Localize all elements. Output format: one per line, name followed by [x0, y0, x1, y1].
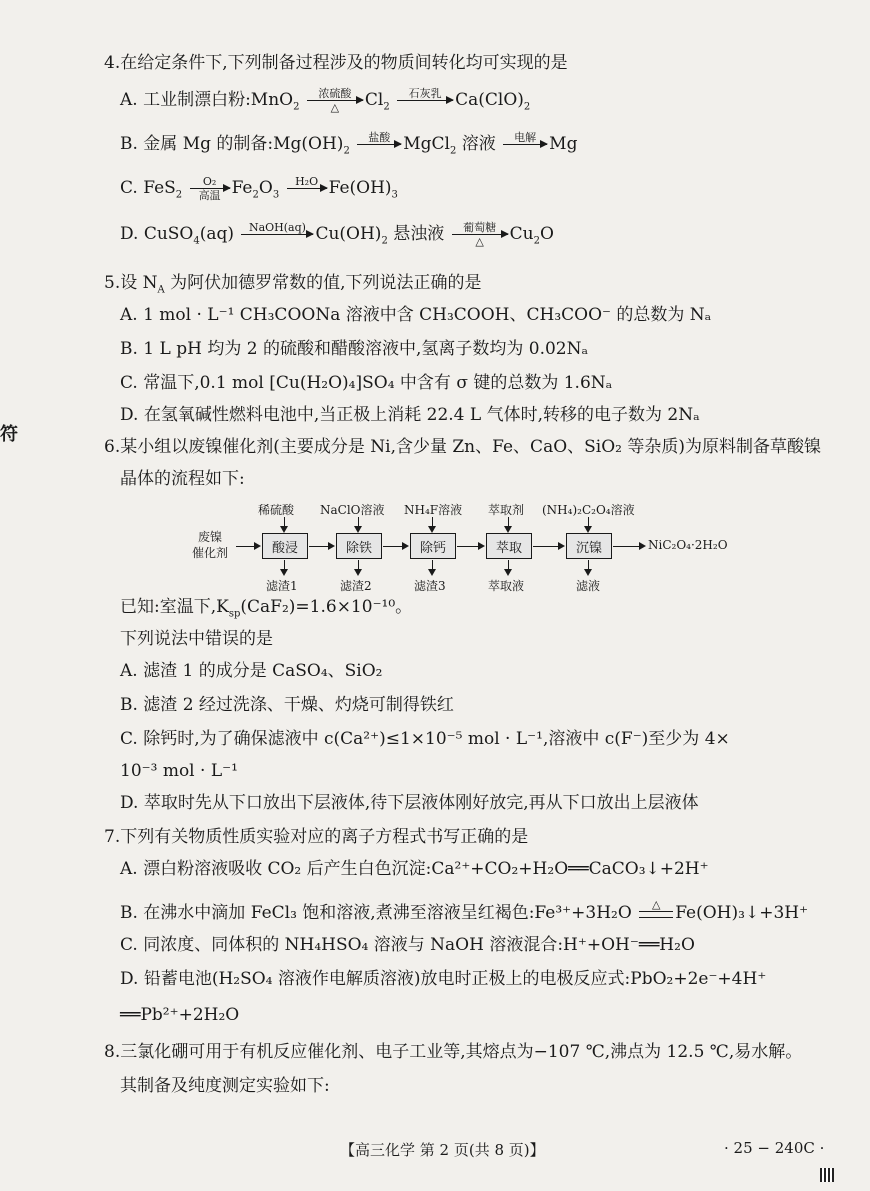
q7-option-a: A. 漂白粉溶液吸收 CO₂ 后产生白色沉淀:Ca²⁺+CO₂+H₂O══CaCO₃↓+2H⁺	[120, 859, 709, 879]
q5-stem: 5.设 $N_A$ 为阿伏加德罗常数的值,下列说法正确的是	[104, 273, 482, 296]
reagent-2: NaClO溶液	[320, 503, 385, 517]
q4-stem: 4.在给定条件下,下列制备过程涉及的物质间转化均可实现的是	[104, 53, 568, 73]
q6-ask: 下列说法中错误的是	[120, 629, 273, 649]
flow-step-4: 萃取	[486, 533, 532, 559]
flow-step-1: 酸浸	[262, 533, 308, 559]
flow-step-3: 除钙	[410, 533, 456, 559]
reaction-arrow: O₂ 高温	[190, 175, 230, 202]
output-3: 滤渣3	[414, 579, 446, 593]
q6-known: 已知:室温下$,K_{sp}(CaF_2)=1.6\times 10^{-10}$。	[120, 597, 413, 620]
q4-option-c: C. FeS$_2$ O₂ 高温 $Fe_2O_3$ H₂O $Fe(OH)_3$	[120, 175, 398, 202]
reaction-arrow: 盐酸	[357, 131, 401, 158]
q5-option-d: D. 在氢氧碱性燃料电池中,当正极上消耗 22.4 L 气体时,转移的电子数为 2Nₐ	[120, 405, 700, 425]
q8-stem-line2: 其制备及纯度测定实验如下:	[120, 1076, 330, 1096]
flow-step-5: 沉镍	[566, 533, 612, 559]
output-1: 滤渣1	[266, 579, 298, 593]
q6-stem-line1: 6.某小组以废镍催化剂(主要成分是 Ni,含少量 Zn、Fe、CaO、SiO₂ 等杂质)为原料制备草酸镍	[104, 437, 822, 457]
reaction-arrow: 葡萄糖 △	[452, 221, 508, 248]
q7-option-d-line2: ══Pb²⁺+2H₂O	[120, 1005, 240, 1025]
flow-step-2: 除铁	[336, 533, 382, 559]
q6-stem-line2: 晶体的流程如下:	[120, 469, 245, 489]
output-4: 萃取液	[488, 579, 525, 593]
q7-option-d-line1: D. 铅蓄电池(H₂SO₄ 溶液作电解质溶液)放电时正极上的电极反应式:PbO₂+2e⁻+4H⁺	[120, 969, 767, 989]
reaction-arrow: 石灰乳	[397, 87, 453, 114]
q4-option-b: B. 金属 Mg 的制备$:Mg(OH)_2$ 盐酸 MgCl$_2$ 溶液 电解 Mg	[120, 131, 578, 157]
reaction-arrow: H₂O	[287, 175, 327, 202]
q4-option-a: A. 工业制漂白粉:MnO$_2$ 浓硫酸 △ $Cl_2$ 石灰乳 $Ca(ClO)_2$	[120, 87, 531, 114]
process-flow-diagram	[186, 497, 746, 597]
output-2: 滤渣2	[340, 579, 372, 593]
flow-start-label-1: 废镍	[198, 530, 223, 544]
flow-start-label-2: 催化剂	[192, 546, 229, 560]
output-5: 滤液	[576, 579, 601, 593]
q6-option-d: D. 萃取时先从下口放出下层液体,待下层液体刚好放完,再从下口放出上层液体	[120, 793, 699, 813]
page-footer: 【高三化学 第 2 页(共 8 页)】	[340, 1141, 545, 1159]
q7-option-c: C. 同浓度、同体积的 NH₄HSO₄ 溶液与 NaOH 溶液混合:H⁺+OH⁻══H₂O	[120, 935, 695, 955]
page-code: · 25 − 240C ·	[724, 1139, 825, 1157]
q8-stem-line1: 8.三氯化硼可用于有机反应催化剂、电子工业等,其熔点为−107 ℃,沸点为 12.5 ℃,易水解。	[104, 1042, 803, 1062]
q6-option-c-line1: C. 除钙时,为了确保滤液中 c(Ca²⁺)≤1×10⁻⁵ mol · L⁻¹,溶液中 c(F⁻)至少为 4×	[120, 729, 730, 749]
flow-product: NiC₂O₄·2H₂O	[648, 538, 728, 552]
q6-option-a: A. 滤渣 1 的成分是 CaSO₄、SiO₂	[120, 661, 383, 681]
reagent-4: 萃取剂	[488, 503, 525, 517]
q7-option-b: B. 在沸水中滴加 FeCl₃ 饱和溶液,煮沸至溶液呈红褐色:Fe³⁺+3H₂O △ Fe(OH)₃↓+3H⁺	[120, 898, 809, 923]
reagent-3: NH₄F溶液	[404, 503, 463, 517]
q6-option-c-line2: 10⁻³ mol · L⁻¹	[120, 761, 238, 781]
reaction-arrow: 浓硫酸 △	[307, 87, 363, 114]
reagent-1: 稀硫酸	[258, 503, 295, 517]
q4-option-d: D. CuSO$_4$(aq) NaOH(aq) $Cu(OH)_2$ 悬浊液 葡萄糖 △ $Cu_2O$	[120, 221, 554, 248]
q6-option-b: B. 滤渣 2 经过洗涤、干燥、灼烧可制得铁红	[120, 695, 454, 715]
q5-option-b: B. 1 L pH 均为 2 的硫酸和醋酸溶液中,氢离子数均为 0.02Nₐ	[120, 339, 589, 359]
reagent-5: (NH₄)₂C₂O₄溶液	[542, 503, 635, 517]
margin-character: 符	[0, 424, 18, 445]
q5-option-c: C. 常温下,0.1 mol [Cu(H₂O)₄]SO₄ 中含有 σ 键的总数为 1.6Nₐ	[120, 373, 613, 393]
q5-option-a: A. 1 mol · L⁻¹ CH₃COONa 溶液中含 CH₃COOH、CH₃COO⁻ 的总数为 Nₐ	[120, 305, 712, 325]
condition-equals-sign: △	[639, 898, 673, 924]
reaction-arrow: NaOH(aq)	[241, 221, 313, 248]
qr-code-icon	[820, 1168, 834, 1182]
reaction-arrow: 电解	[503, 131, 547, 158]
q7-stem: 7.下列有关物质性质实验对应的离子方程式书写正确的是	[104, 827, 529, 847]
